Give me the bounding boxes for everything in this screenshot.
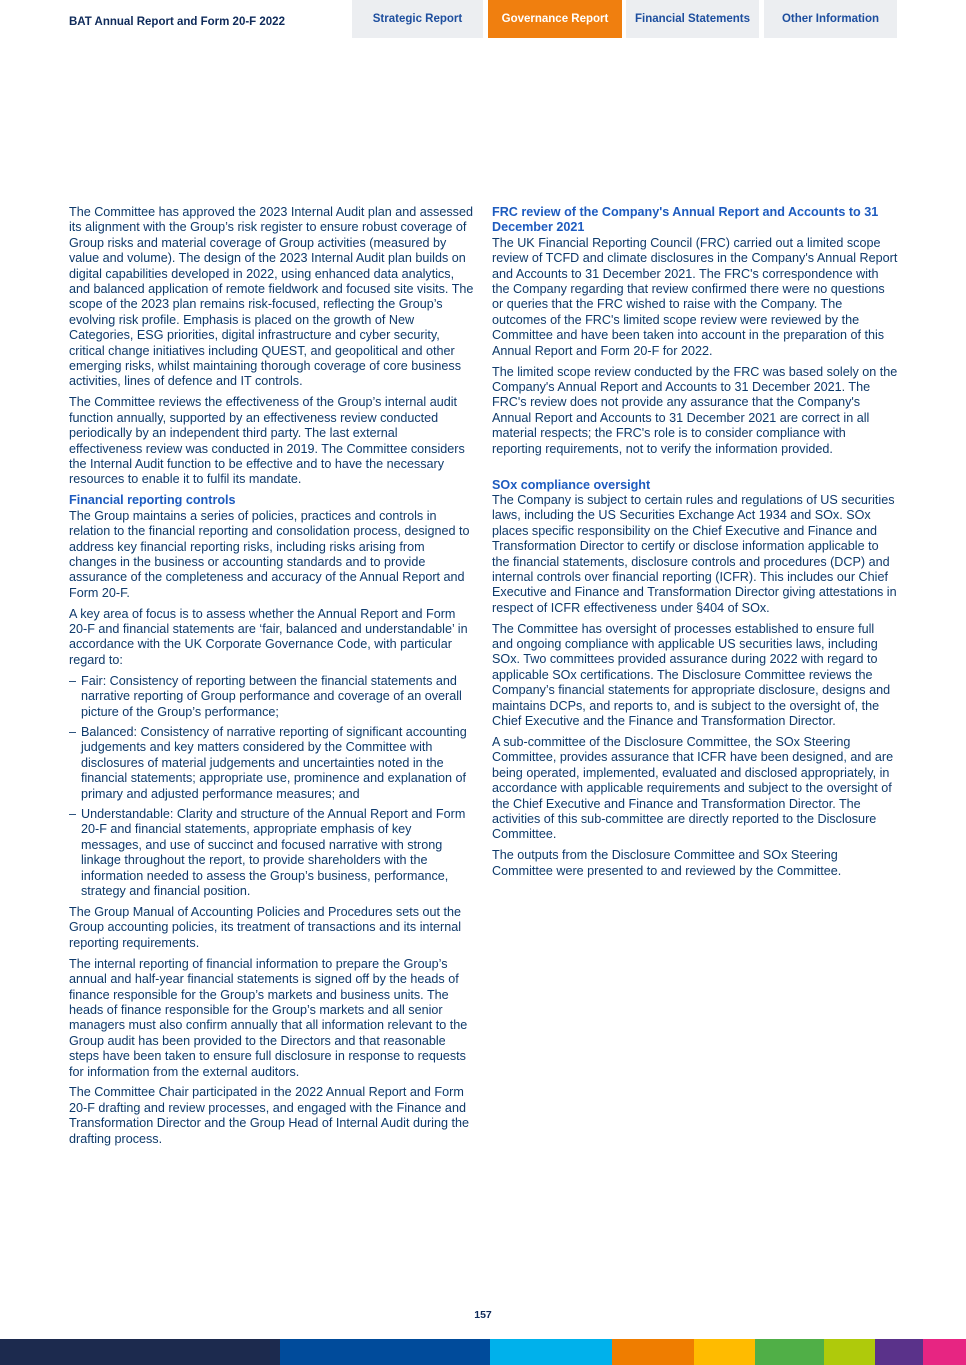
tab-governance-report[interactable]: [488, 0, 622, 38]
tab-strategic-report[interactable]: [352, 0, 483, 38]
paragraph: The outputs from the Disclosure Committee and SOx Steering Committee were presented to and reviewed by the Committee.: [492, 848, 842, 878]
report-title: BAT Annual Report and Form 20-F 2022: [69, 16, 285, 28]
left-column: [69, 205, 474, 1153]
paragraph: The Committee has approved the 2023 Internal Audit plan and assessed its alignment with the Group’s risk register to ensure robust coverage of Group risks and material coverage of Group activities (measured by value and volume). The design of the 2023 Internal Audit plan builds on digital capabilities developed in 2022, using enhanced data analytics, and balanced application of remote fieldwork and focused site visits. The scope of the 2023 plan remains risk-focused, reflecting the Group’s evolving risk profile. Emphasis is placed on the growth of New Categories, ESG priorities, digital infrastructure and cyber security, critical change initiatives including QUEST, and geopolitical and other emerging risks, whilst maintaining thorough coverage of core business activities, lines of defence and IT controls.: [69, 205, 474, 389]
tab-label: Strategic Report: [372, 13, 463, 25]
section-heading-financial-reporting: Financial reporting controls: [69, 493, 236, 508]
paragraph: The Committee Chair participated in the 2022 Annual Report and Form 20-F drafting and review processes, and engaged with the Finance and Transformation Director and the Group Head of Internal Audit during the drafting process.: [69, 1085, 469, 1146]
paragraph: The Committee has oversight of processes established to ensure full and ongoing compliance with applicable US securities laws, including SOx. Two committees provided assurance during 2022 with regard to applicable SOx certifications. The Disclosure Committee reviews the Company’s financial statements for appropriate disclosure, designs and maintains DCPs, and reports to, and is subject to the oversight of, the Chief Executive and the Finance and Transformation Director.: [492, 621, 891, 729]
paragraph: The limited scope review conducted by the FRC was based solely on the Company's Annual Report and Accounts to 31 December 2021. The FRC's review does not provide any assurance that the Company's Annual Report and Accounts to 31 December 2021 are correct in all material respects; the FRC's role is to consider compliance with reporting requirements, not to verify the information provided.: [492, 364, 898, 456]
list-item: – Understandable: Clarity and structure of the Annual Report and Form 20-F and financial statements, appropriate emphasis of key messages, and use of succinct and focused narrative with strong linkage throughout the report, to provide shareholders with the information needed to assess the Group’s business, performance, strategy and financial position.: [69, 807, 474, 899]
section-heading-frc-review: FRC review of the Company's Annual Report and Accounts to 31 December 2021: [492, 205, 879, 235]
paragraph: The Group maintains a series of policies, practices and controls in relation to the financial reporting and consolidation process, designed to address key financial reporting risks, including risks arising from changes in the business or accounting standards and to provide assurance of the completeness and accuracy of the Annual Report and Form 20-F.: [69, 508, 470, 600]
page-number: 157: [474, 1309, 492, 1321]
paragraph: The internal reporting of financial information to prepare the Group’s annual and half-year financial statements is signed off by the heads of finance responsible for the Group’s markets and business units. The heads of finance responsible for the Group’s markets and all senior managers must also confirm annually that all information relevant to the Group audit has been provided to the Directors and that reasonable steps have been taken to ensure full disclosure in response to requests for information from the external auditors.: [69, 956, 468, 1079]
paragraph: A sub-committee of the Disclosure Committee, the SOx Steering Committee, provides assurance that ICFR have been designed, and are being operated, implemented, evaluated and disclosed appropriately, in accordance with applicable requirements and subject to the oversight of the Chief Executive and Finance and Transformation Director. The activities of this sub-committee are directly reported to the Disclosure Committee.: [492, 735, 894, 842]
color-segment: [280, 1339, 490, 1365]
paragraph: The UK Financial Reporting Council (FRC) carried out a limited scope review of TCFD and climate disclosures in the Company's Annual Report and Accounts to 31 December 2021. The FRC's correspondence with the Company regarding that review confirmed there were no questions or queries that the FRC wished to raise with the Company. The outcomes of the FRC's limited scope review were reviewed by the Committee and have been taken into account in the preparation of this Annual Report and Form 20-F for 2022.: [492, 235, 898, 358]
color-segment: [490, 1339, 612, 1365]
paragraph: A key area of focus is to assess whether the Annual Report and Form 20-F and financial statements are ‘fair, balanced and understandable’ in accordance with the UK Corporate Governance Code, with particular regard to:: [69, 606, 468, 667]
section-heading-sox: SOx compliance oversight: [492, 477, 651, 492]
list-item: – Fair: Consistency of reporting between the financial statements and narrative reporting of Group performance and coverage of an overall picture of the Group’s performance;: [69, 674, 474, 720]
criteria-list: [69, 674, 474, 900]
paragraph: The Group Manual of Accounting Policies and Procedures sets out the Group accounting policies, its treatment of transactions and its internal reporting requirements.: [69, 904, 462, 950]
tab-label: Governance Report: [501, 13, 609, 25]
color-segment: [875, 1339, 923, 1365]
right-column: [492, 205, 898, 885]
paragraph: The Committee reviews the effectiveness of the Group’s internal audit function annually, supported by an effectiveness review conducted periodically by an independent third party. The last external effectiveness review was conducted in 2019. The Committee considers the Internal Audit function to be effective and to have the necessary resources to enable it to fulfil its mandate.: [69, 395, 465, 487]
color-segment: [612, 1339, 694, 1365]
paragraph: The Company is subject to certain rules and regulations of US securities laws, including the US Securities Exchange Act 1934 and SOx. SOx places specific responsibility on the Chief Executive and Finance and Transformation Director to certify or disclose information applicable to the financial statements, disclosure controls and procedures (DCP) and internal controls over financial reporting (ICFR). This includes our Chief Executive and Finance and Transformation Director giving attestations in respect of ICFR effectiveness under §404 of SOx.: [492, 492, 897, 615]
tab-financial-statements[interactable]: [626, 0, 759, 38]
tab-label: Other Information: [781, 13, 880, 25]
tab-label: Financial Statements: [634, 13, 751, 25]
color-segment: [694, 1339, 755, 1365]
color-segment: [824, 1339, 875, 1365]
list-item: – Balanced: Consistency of narrative reporting of significant accounting judgements and key matters considered by the Committee with disclosures of material judgements and uncertainties noted in the financial statements; appropriate use, prominence and explanation of primary and adjusted performance measures; and: [69, 725, 474, 802]
tab-other-information[interactable]: [764, 0, 897, 38]
color-segment: [755, 1339, 824, 1365]
section-spacer: [492, 463, 898, 478]
color-segment: [923, 1339, 966, 1365]
color-segment: [0, 1339, 280, 1365]
footer-color-bar: [0, 1339, 966, 1365]
